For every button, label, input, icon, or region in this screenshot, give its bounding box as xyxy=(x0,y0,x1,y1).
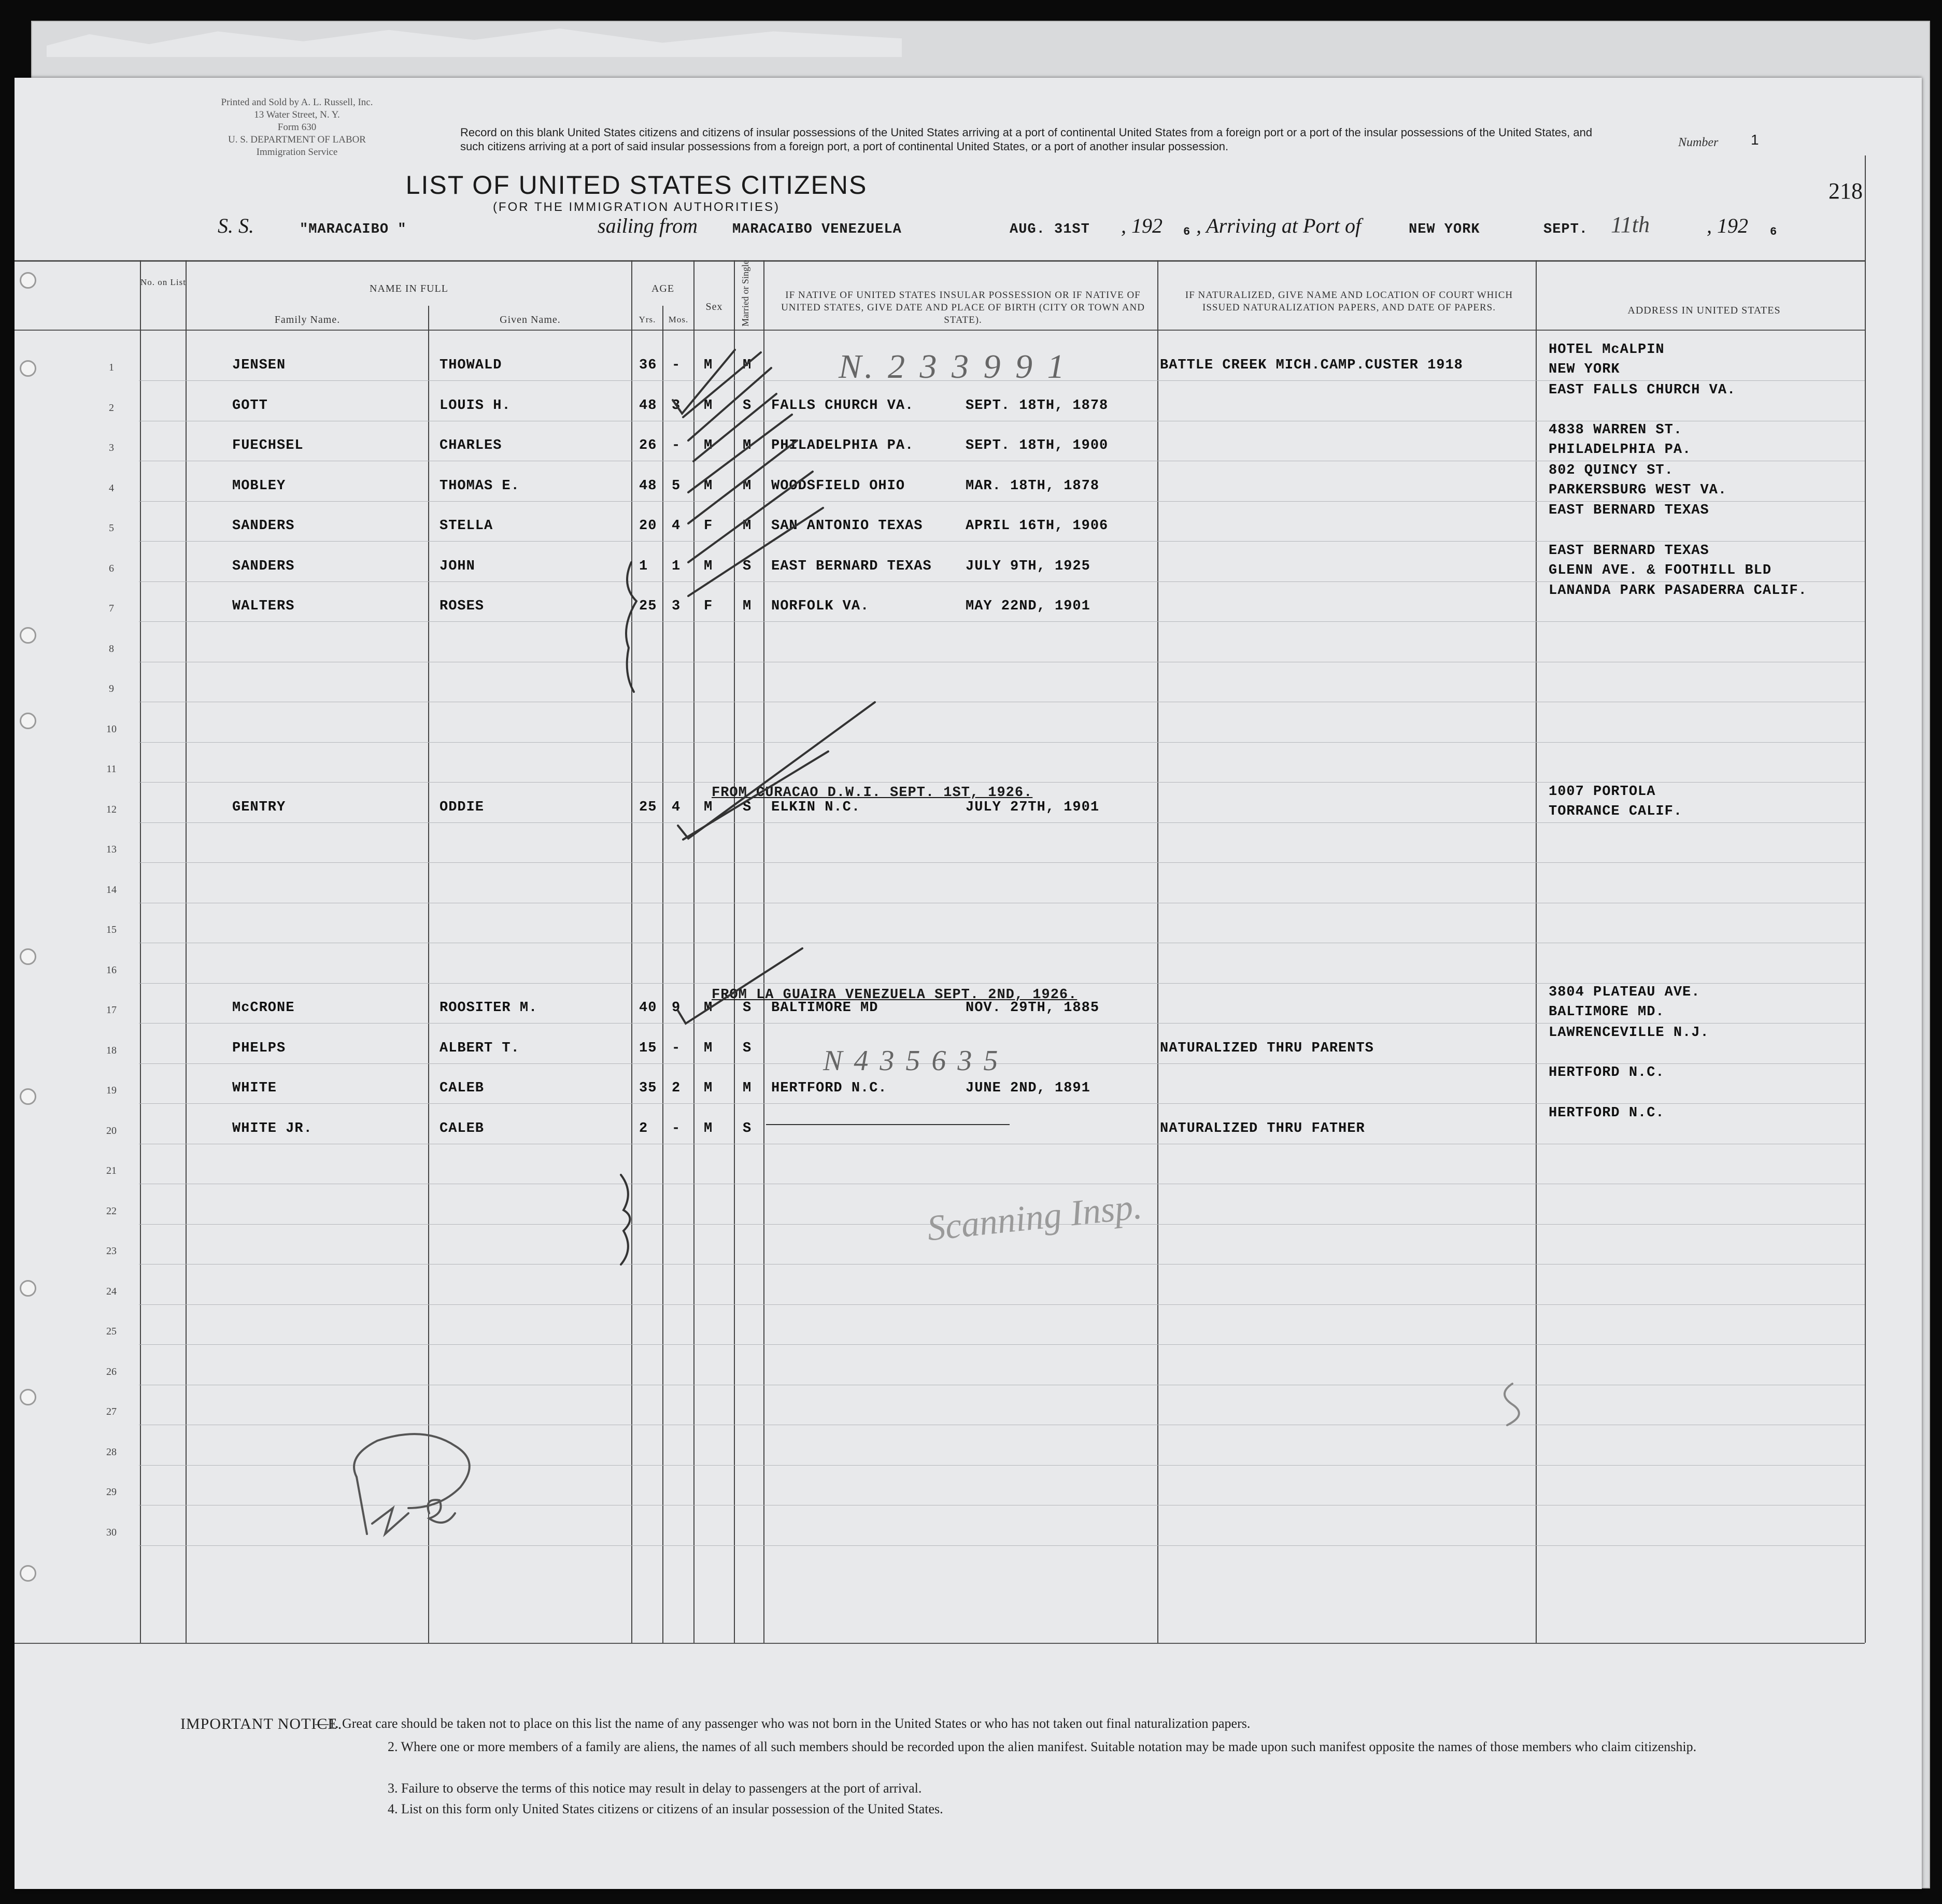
marital-status: S xyxy=(743,1041,752,1056)
row-number: 26 xyxy=(106,1366,117,1377)
address-line-1: 1007 PORTOLA xyxy=(1549,784,1656,800)
birth-place: SAN ANTONIO TEXAS xyxy=(771,518,923,534)
given-name: THOWALD xyxy=(440,358,502,373)
birth-place: FALLS CHURCH VA. xyxy=(771,398,914,414)
address-line-1: HERTFORD N.C. xyxy=(1549,1065,1665,1081)
birth-date: NOV. 29TH, 1885 xyxy=(966,1000,1100,1016)
family-name: GENTRY xyxy=(232,800,286,815)
row-number: 19 xyxy=(106,1085,117,1096)
naturalization: NATURALIZED THRU PARENTS xyxy=(1160,1041,1374,1056)
age-years: 48 xyxy=(639,478,657,494)
header-name-in-full: NAME IN FULL xyxy=(370,283,448,294)
birth-date: JUNE 2ND, 1891 xyxy=(966,1081,1090,1096)
birth-place: BALTIMORE MD xyxy=(771,1000,878,1016)
address-line-2: PARKERSBURG WEST VA. xyxy=(1549,482,1727,498)
sex: M xyxy=(704,398,713,414)
departure-date: AUG. 31ST xyxy=(1010,222,1090,237)
age-months: 3 xyxy=(672,599,681,614)
arrival-month: SEPT. xyxy=(1543,222,1589,237)
age-years: 36 xyxy=(639,358,657,373)
row-number: 4 xyxy=(109,482,114,494)
given-name: ROSES xyxy=(440,599,485,614)
age-years: 15 xyxy=(639,1041,657,1056)
header-yrs: Yrs. xyxy=(639,315,656,324)
age-years: 1 xyxy=(639,559,648,574)
row-number: 16 xyxy=(106,964,117,976)
clerk-initials-mark xyxy=(372,1508,408,1534)
notice-item-1: —1. Great care should be taken not to place on this list the name of any passenger who was not born in the United States or who has not taken out final naturalization papers. xyxy=(315,1716,1251,1731)
birth-date: MAR. 18TH, 1878 xyxy=(966,478,1100,494)
checkmark-icon xyxy=(693,394,776,461)
age-months: 5 xyxy=(672,478,681,494)
row-number: 8 xyxy=(109,643,114,655)
row-number: 3 xyxy=(109,442,114,453)
sex: F xyxy=(704,599,713,614)
handwritten-cert-number: N. 2 3 3 9 9 1 xyxy=(839,348,1068,386)
given-name: ODDIE xyxy=(440,800,485,815)
birth-place: NORFOLK VA. xyxy=(771,599,870,614)
header-naturalized: IF NATURALIZED, GIVE NAME AND LOCATION OF COURT WHICH ISSUED NATURALIZATION PAPERS, AND DATE OF PAPERS. xyxy=(1185,290,1513,313)
age-years: 20 xyxy=(639,518,657,534)
age-years: 35 xyxy=(639,1081,657,1096)
checkmark-icon xyxy=(683,352,761,417)
handwritten-cert-number: N 4 3 5 6 3 5 xyxy=(823,1045,1000,1077)
sex: M xyxy=(704,559,713,574)
birth-place: PHILADELPHIA PA. xyxy=(771,438,914,453)
notice-item-4: 4. List on this form only United States citizens or citizens of an insular possession of the United States. xyxy=(388,1801,943,1816)
family-name: WHITE JR. xyxy=(232,1121,313,1136)
stray-mark xyxy=(1505,1384,1519,1425)
age-months: - xyxy=(672,1121,681,1136)
birth-date: MAY 22ND, 1901 xyxy=(966,599,1090,614)
row-number: 17 xyxy=(106,1004,117,1016)
given-name: ROOSITER M. xyxy=(440,1000,538,1016)
age-years: 40 xyxy=(639,1000,657,1016)
sailing-label: sailing from xyxy=(598,214,698,237)
arrival-year-digit: 6 xyxy=(1770,225,1778,238)
age-months: 3 xyxy=(672,398,681,414)
inspector-signature: Scanning Insp. xyxy=(925,1186,1144,1249)
marital-status: M xyxy=(743,1081,752,1096)
page-number: 218 xyxy=(1828,178,1863,204)
address-line-1: HOTEL McALPIN xyxy=(1549,342,1665,358)
age-years: 26 xyxy=(639,438,657,453)
row-number: 20 xyxy=(106,1125,117,1136)
address-line-1: EAST BERNARD TEXAS xyxy=(1549,543,1709,559)
sex: M xyxy=(704,1000,713,1016)
marital-status: S xyxy=(743,559,752,574)
marital-status: S xyxy=(743,1000,752,1016)
age-months: - xyxy=(672,1041,681,1056)
row-number: 9 xyxy=(109,683,114,694)
arrival-port: NEW YORK xyxy=(1409,222,1480,237)
header-mos: Mos. xyxy=(668,315,689,324)
page-subtitle: (FOR THE IMMIGRATION AUTHORITIES) xyxy=(492,200,781,214)
clerk-initials-mark xyxy=(354,1434,470,1508)
address-line-1: HERTFORD N.C. xyxy=(1549,1105,1665,1121)
clerk-initials-mark xyxy=(428,1500,456,1523)
checkmark-icon xyxy=(683,751,828,840)
family-name: GOTT xyxy=(232,398,268,414)
given-name: ALBERT T. xyxy=(440,1041,520,1056)
sex: M xyxy=(704,358,713,373)
sex: F xyxy=(704,518,713,534)
birth-place: EAST BERNARD TEXAS xyxy=(771,559,932,574)
row-number: 11 xyxy=(106,763,117,775)
marital-status: S xyxy=(743,398,752,414)
address-line-1: LANANDA PARK PASADERRA CALIF. xyxy=(1549,583,1807,599)
printer-line: 13 Water Street, N. Y. xyxy=(254,109,340,120)
printer-line: Immigration Service xyxy=(256,147,338,158)
header-address: ADDRESS IN UNITED STATES xyxy=(1627,305,1781,316)
given-name: THOMAS E. xyxy=(440,478,520,494)
given-name: CHARLES xyxy=(440,438,502,453)
birth-date: APRIL 16TH, 1906 xyxy=(966,518,1109,534)
printer-line: Form 630 xyxy=(277,122,317,133)
ss-label: S. S. xyxy=(218,214,254,237)
age-years: 25 xyxy=(639,599,657,614)
given-name: JOHN xyxy=(440,559,475,574)
row-number: 10 xyxy=(106,723,117,735)
header-sex: Sex xyxy=(705,301,723,312)
marital-status: S xyxy=(743,800,752,815)
year-prefix: , 192 xyxy=(1121,214,1163,237)
family-bracket-icon xyxy=(626,562,636,692)
address-line-1: 3804 PLATEAU AVE. xyxy=(1549,985,1700,1000)
row-number: 13 xyxy=(106,844,117,855)
age-months: 1 xyxy=(672,559,681,574)
age-years: 48 xyxy=(639,398,657,414)
ship-name: "MARACAIBO " xyxy=(300,222,407,237)
age-months: 4 xyxy=(672,518,681,534)
family-name: WALTERS xyxy=(232,599,295,614)
sex: M xyxy=(704,1041,713,1056)
address-line-1: LAWRENCEVILLE N.J. xyxy=(1549,1025,1709,1041)
row-number: 24 xyxy=(106,1286,117,1297)
given-name: CALEB xyxy=(440,1121,485,1136)
row-number: 30 xyxy=(106,1527,117,1538)
address-line-2: GLENN AVE. & FOOTHILL BLD xyxy=(1549,563,1772,578)
row-number: 2 xyxy=(109,402,114,414)
year-digit: 6 xyxy=(1183,225,1191,238)
page-title: LIST OF UNITED STATES CITIZENS xyxy=(405,170,868,200)
row-number: 15 xyxy=(106,924,117,935)
row-number: 28 xyxy=(106,1446,117,1458)
age-months: - xyxy=(672,438,681,453)
row-number: 14 xyxy=(106,884,117,896)
section-header-la-guaira: FROM LA GUAIRA VENEZUELA SEPT. 2ND, 1926. xyxy=(712,987,1078,1003)
sex: M xyxy=(704,1081,713,1096)
family-name: WHITE xyxy=(232,1081,277,1096)
printer-line: Printed and Sold by A. L. Russell, Inc. xyxy=(221,97,373,108)
marital-status: M xyxy=(743,518,752,534)
row-number: 22 xyxy=(106,1205,117,1217)
address-line-1: EAST FALLS CHURCH VA. xyxy=(1549,382,1736,398)
address-line-2: BALTIMORE MD. xyxy=(1549,1004,1665,1020)
birth-date: JULY 9TH, 1925 xyxy=(966,559,1090,574)
checkmark-icon xyxy=(678,948,802,1024)
notice-item-2: 2. Where one or more members of a family are aliens, the names of all such members should be recorded upon the alien manifest. Suitable notation may be made upon such manifest opposite the names of those members who claim citizenship. xyxy=(388,1739,1697,1754)
family-name: PHELPS xyxy=(232,1041,286,1056)
number-label: Number xyxy=(1678,136,1719,149)
row-number: 5 xyxy=(109,522,114,534)
checkmark-icon xyxy=(688,508,823,596)
checkmark-icon xyxy=(688,472,813,562)
age-months: - xyxy=(672,358,681,373)
family-name: FUECHSEL xyxy=(232,438,304,453)
sex: M xyxy=(704,438,713,453)
marital-status: M xyxy=(743,478,752,494)
birth-place: HERTFORD N.C. xyxy=(771,1081,887,1096)
header-married-single: Married or Single xyxy=(740,260,750,326)
address-line-1: EAST BERNARD TEXAS xyxy=(1549,503,1709,518)
number-value: 1 xyxy=(1751,132,1759,148)
age-months: 4 xyxy=(672,800,681,815)
birth-date: JULY 27TH, 1901 xyxy=(966,800,1100,815)
manifest-sheet xyxy=(15,78,1922,1889)
header-no-on-list: No. on List xyxy=(140,277,186,287)
marital-status: S xyxy=(743,1121,752,1136)
row-number: 7 xyxy=(109,603,114,614)
naturalization: BATTLE CREEK MICH.CAMP.CUSTER 1918 xyxy=(1160,358,1463,373)
row-number: 25 xyxy=(106,1326,117,1337)
arriving-label: , Arriving at Port of xyxy=(1196,214,1362,237)
birth-place: WOODSFIELD OHIO xyxy=(771,478,905,494)
family-name: SANDERS xyxy=(232,518,295,534)
birth-date: SEPT. 18TH, 1878 xyxy=(966,398,1109,414)
row-number: 1 xyxy=(109,362,114,373)
family-name: McCRONE xyxy=(232,1000,295,1016)
arrival-day: 11th xyxy=(1611,212,1650,237)
age-years: 2 xyxy=(639,1121,648,1136)
row-number: 23 xyxy=(106,1245,117,1257)
family-name: MOBLEY xyxy=(232,478,286,494)
age-months: 9 xyxy=(672,1000,681,1016)
address-line-2: NEW YORK xyxy=(1549,362,1620,377)
marital-status: M xyxy=(743,438,752,453)
sex: M xyxy=(704,800,713,815)
address-line-2: PHILADELPHIA PA. xyxy=(1549,442,1692,458)
handwritten-marks xyxy=(15,78,1922,1889)
row-number: 18 xyxy=(106,1045,117,1056)
age-months: 2 xyxy=(672,1081,681,1096)
row-number: 6 xyxy=(109,563,114,574)
address-line-2: TORRANCE CALIF. xyxy=(1549,804,1683,819)
header-given-name: Given Name. xyxy=(500,314,561,325)
header-birth: IF NATIVE OF UNITED STATES INSULAR POSSESSION OR IF NATIVE OF UNITED STATES, GIVE DATE AND PLACE OF BIRTH (CITY OR TOWN AND STATE). xyxy=(781,290,1145,325)
section-header-curacao: FROM CURACAO D.W.I. SEPT. 1ST, 1926. xyxy=(712,785,1033,801)
birth-date: SEPT. 18TH, 1900 xyxy=(966,438,1109,453)
given-name: STELLA xyxy=(440,518,493,534)
header-family-name: Family Name. xyxy=(274,314,341,325)
address-line-1: 802 QUINCY ST. xyxy=(1549,463,1674,478)
family-name: JENSEN xyxy=(232,358,286,373)
row-number: 12 xyxy=(106,804,117,815)
sex: M xyxy=(704,478,713,494)
family-bracket-icon xyxy=(621,1175,630,1264)
form-instruction: Record on this blank United States citizens and citizens of insular possessions of the United States arriving at a port of continental United States from a foreign port or a port of the insular possessions of the United States, and such citizens arriving at a port of said insular possessions from a foreign port, a port of continental United States, or a port of another insular possession. xyxy=(460,126,1593,153)
sex: M xyxy=(704,1121,713,1136)
clerk-initials-mark xyxy=(357,1477,367,1534)
given-name: LOUIS H. xyxy=(440,398,511,414)
checkmark-icon xyxy=(678,702,875,839)
arrival-year-prefix: , 192 xyxy=(1707,214,1748,237)
notice-title: IMPORTANT NOTICE. xyxy=(180,1715,343,1732)
marital-status: M xyxy=(743,358,752,373)
departure-port: MARACAIBO VENEZUELA xyxy=(732,222,902,237)
naturalization: NATURALIZED THRU FATHER xyxy=(1160,1121,1365,1136)
notice-item-3: 3. Failure to observe the terms of this notice may result in delay to passengers at the port of arrival. xyxy=(388,1781,922,1796)
family-name: SANDERS xyxy=(232,559,295,574)
age-years: 25 xyxy=(639,800,657,815)
row-number: 29 xyxy=(106,1486,117,1498)
row-number: 27 xyxy=(106,1406,117,1417)
printer-line: U. S. DEPARTMENT OF LABOR xyxy=(228,134,366,145)
header-age: AGE xyxy=(651,283,675,294)
marital-status: M xyxy=(743,599,752,614)
address-line-1: 4838 WARREN ST. xyxy=(1549,422,1683,438)
given-name: CALEB xyxy=(440,1081,485,1096)
row-number: 21 xyxy=(106,1165,117,1176)
birth-place: ELKIN N.C. xyxy=(771,800,861,815)
